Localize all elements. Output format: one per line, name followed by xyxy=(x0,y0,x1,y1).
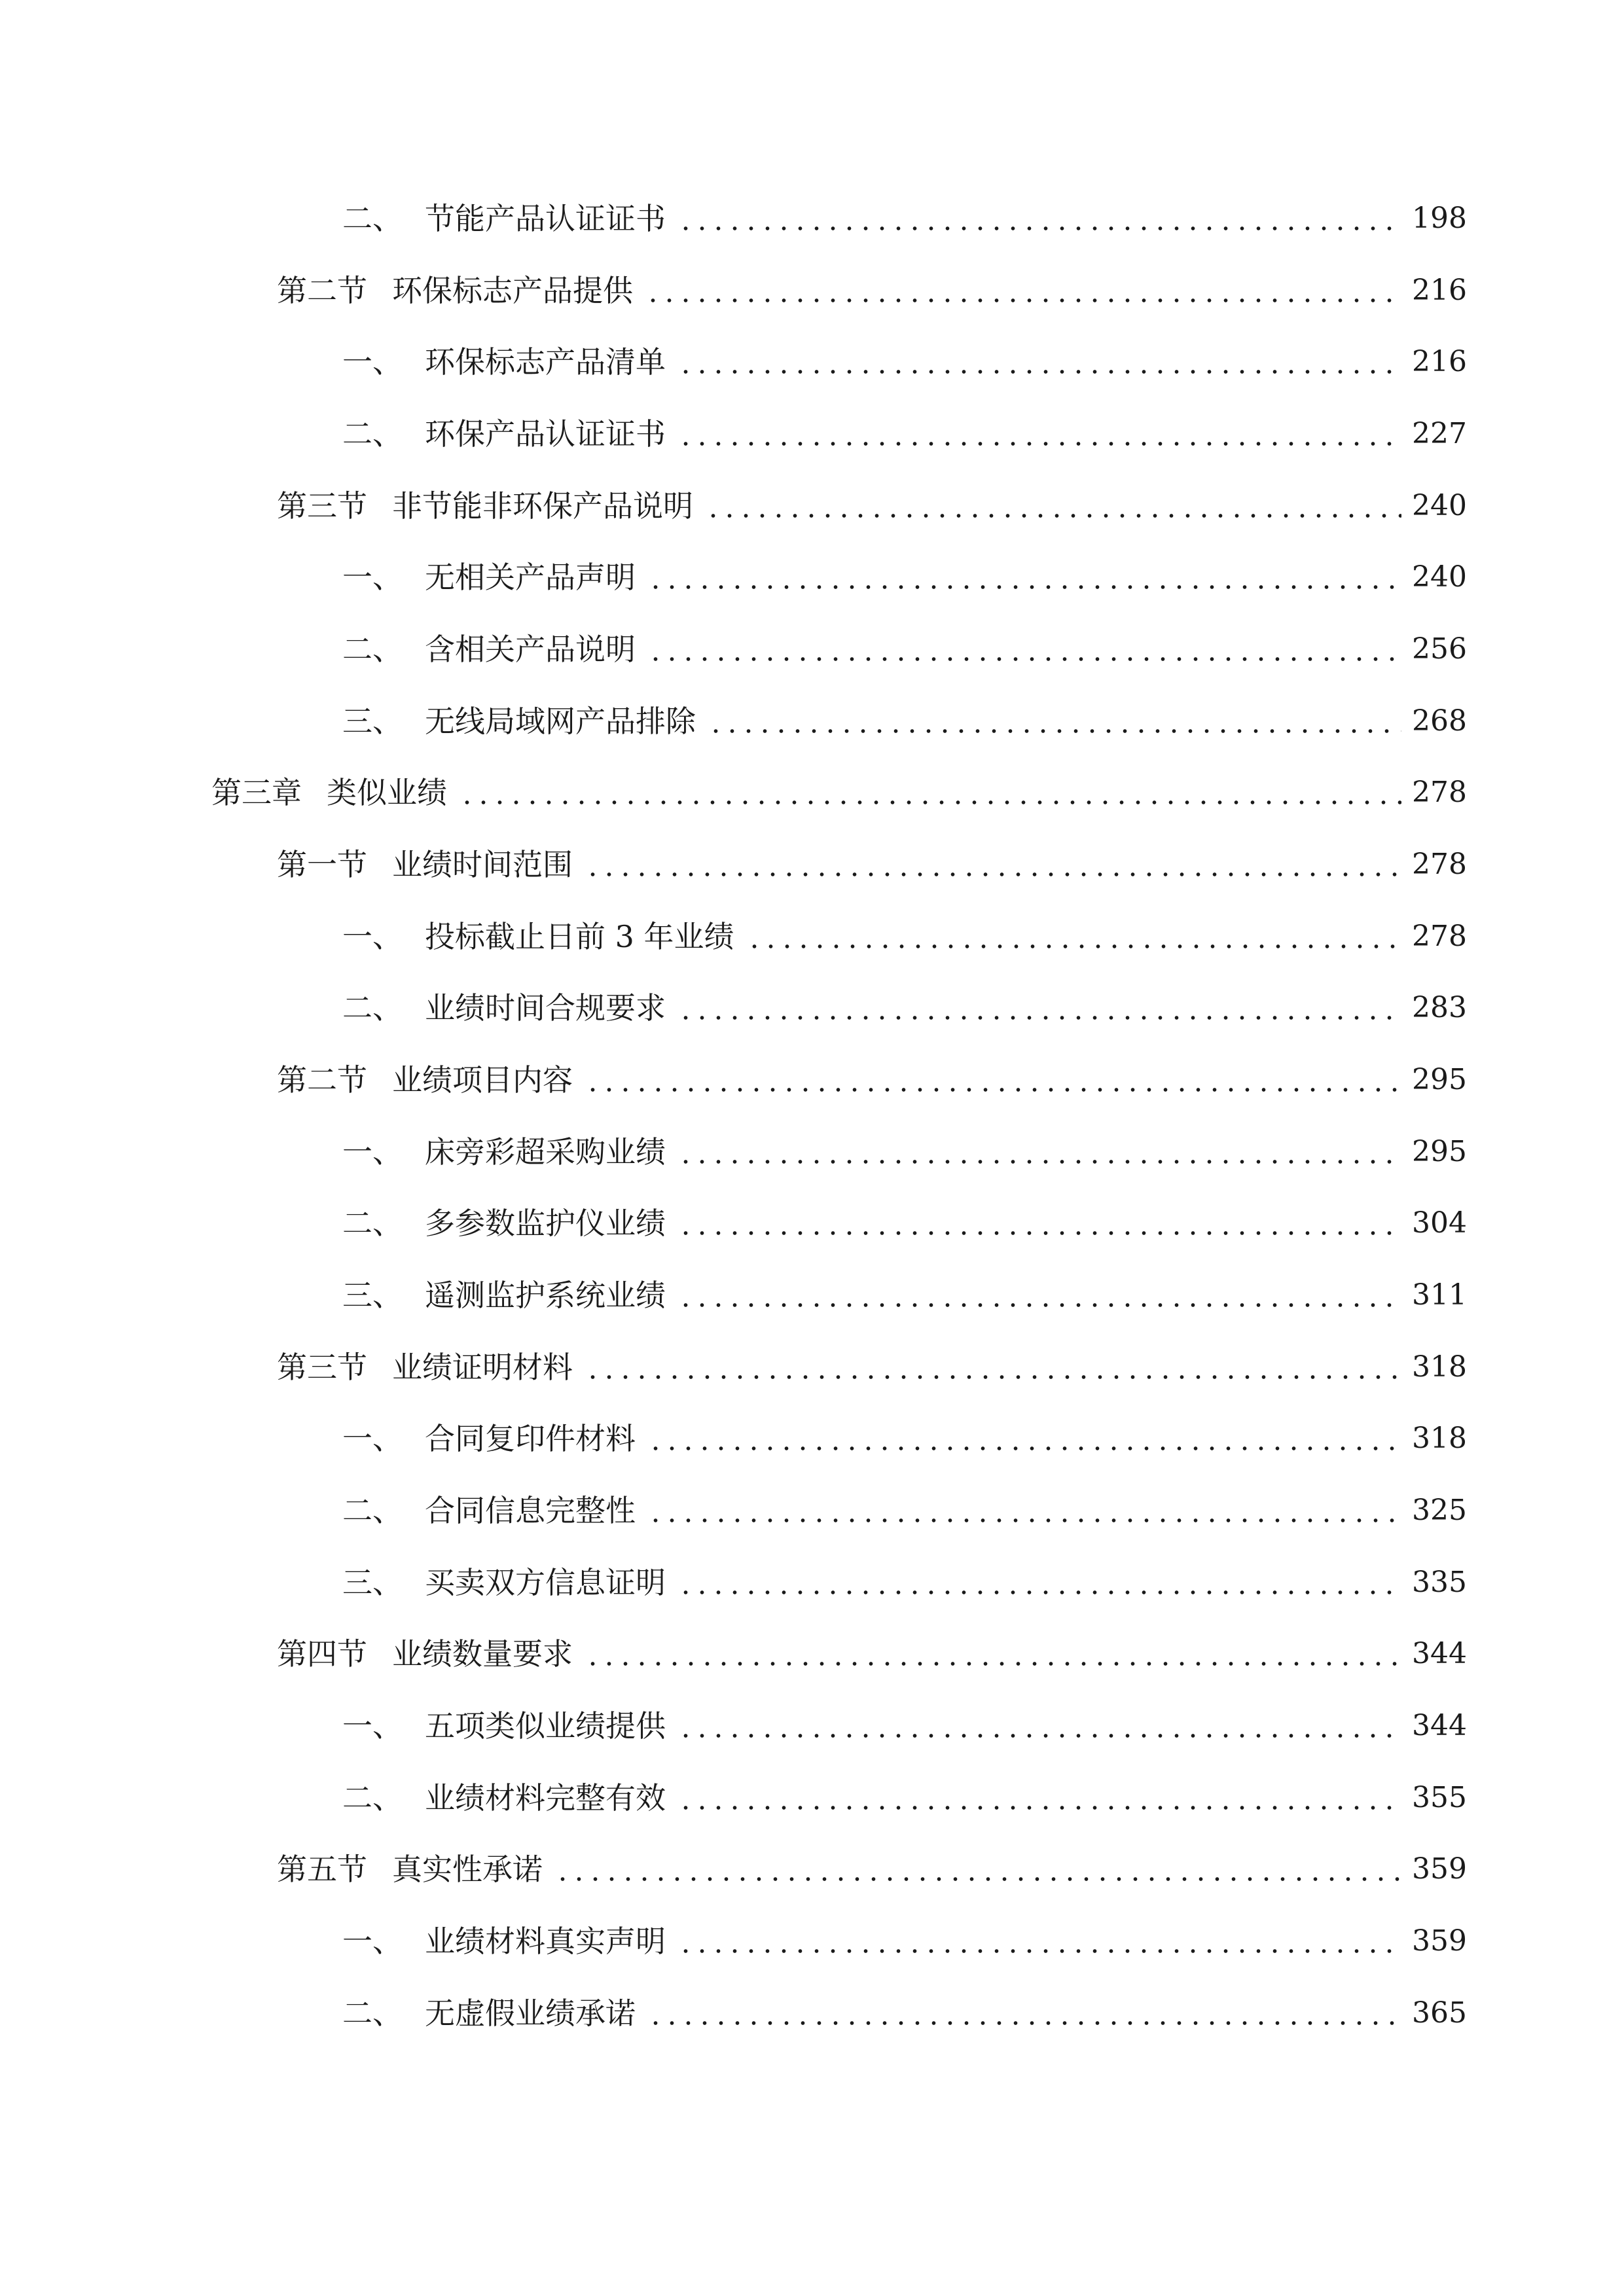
dot-leader xyxy=(585,1341,1401,1393)
dot-leader xyxy=(677,1915,1401,1967)
dot-leader xyxy=(746,910,1402,963)
toc-entry-title: 业绩材料完整有效 xyxy=(425,1780,666,1816)
toc-entry-page-number: 335 xyxy=(1412,1566,1467,1599)
toc-entry-prefix: 二、 xyxy=(342,416,403,452)
toc-entry-subsection[interactable] xyxy=(342,982,1467,1034)
toc-entry-title: 业绩数量要求 xyxy=(392,1636,573,1672)
toc-entry-prefix: 三、 xyxy=(342,704,403,739)
toc-entry-prefix: 三、 xyxy=(342,1565,403,1600)
toc-entry-page-number: 227 xyxy=(1412,417,1467,450)
toc-entry-subsection[interactable] xyxy=(342,1915,1467,1967)
toc-entry-subsection[interactable] xyxy=(342,1987,1467,2039)
toc-entry-page-number: 256 xyxy=(1412,632,1467,666)
toc-entry-page-number: 240 xyxy=(1412,489,1467,522)
toc-entry-section[interactable] xyxy=(277,1843,1467,1895)
toc-entry-page-number: 198 xyxy=(1412,202,1467,235)
dot-leader xyxy=(459,766,1401,819)
toc-entry-title: 业绩时间范围 xyxy=(392,847,573,882)
toc-entry-subsection[interactable] xyxy=(342,1126,1467,1178)
toc-entry-title: 无虚假业绩承诺 xyxy=(425,1996,636,2031)
toc-entry-page-number: 325 xyxy=(1412,1494,1467,1527)
toc-entry-prefix: 第一节 xyxy=(277,847,367,882)
dot-leader xyxy=(647,1484,1401,1537)
toc-entry-page-number: 278 xyxy=(1412,776,1467,809)
dot-leader xyxy=(677,1556,1401,1609)
dot-leader xyxy=(647,551,1401,603)
toc-entry-section[interactable] xyxy=(277,838,1467,891)
dot-leader xyxy=(585,838,1401,891)
toc-entry-prefix: 二、 xyxy=(342,1493,403,1528)
toc-entry-subsection[interactable] xyxy=(342,336,1467,388)
toc-entry-prefix: 二、 xyxy=(342,201,403,236)
toc-entry-section[interactable] xyxy=(277,480,1467,532)
toc-entry-title: 无相关产品声明 xyxy=(425,560,636,595)
dot-leader xyxy=(677,1269,1401,1321)
toc-entry-title: 业绩项目内容 xyxy=(392,1062,573,1098)
toc-entry-title: 合同复印件材料 xyxy=(425,1421,636,1456)
dot-leader xyxy=(677,982,1401,1034)
toc-entry-prefix: 一、 xyxy=(342,1421,403,1456)
toc-entry-page-number: 359 xyxy=(1412,1924,1467,1958)
toc-entry-title: 节能产品认证证书 xyxy=(425,201,666,236)
toc-entry-prefix: 二、 xyxy=(342,632,403,667)
dot-leader xyxy=(677,408,1401,460)
dot-leader xyxy=(708,695,1401,747)
toc-entry-prefix: 一、 xyxy=(342,560,403,595)
toc-entry-title: 床旁彩超采购业绩 xyxy=(425,1134,666,1170)
toc-entry-section[interactable] xyxy=(277,1628,1467,1680)
toc-entry-title: 环保标志产品提供 xyxy=(392,273,633,308)
dot-leader xyxy=(677,192,1401,245)
dot-leader xyxy=(585,1628,1401,1680)
dot-leader xyxy=(705,480,1401,532)
toc-entry-subsection[interactable] xyxy=(342,1484,1467,1537)
toc-entry-prefix: 二、 xyxy=(342,1996,403,2031)
toc-entry-prefix: 二、 xyxy=(342,1206,403,1241)
toc-entry-title: 无线局域网产品排除 xyxy=(425,704,696,739)
toc-entry-page-number: 344 xyxy=(1412,1709,1467,1742)
toc-entry-title: 多参数监护仪业绩 xyxy=(425,1206,666,1241)
dot-leader xyxy=(677,1197,1401,1249)
toc-entry-page-number: 216 xyxy=(1412,274,1467,307)
toc-entry-prefix: 三、 xyxy=(342,1278,403,1313)
toc-entry-subsection[interactable] xyxy=(342,1700,1467,1752)
toc-entry-page-number: 311 xyxy=(1412,1278,1467,1312)
toc-entry-prefix: 第二节 xyxy=(277,273,367,308)
toc-entry-page-number: 304 xyxy=(1412,1206,1467,1240)
toc-entry-prefix: 第三节 xyxy=(277,488,367,524)
toc-entry-page-number: 278 xyxy=(1412,920,1467,953)
toc-entry-subsection[interactable] xyxy=(342,1269,1467,1321)
toc-entry-prefix: 第三节 xyxy=(277,1350,367,1385)
toc-entry-page-number: 295 xyxy=(1412,1135,1467,1168)
toc-entry-page-number: 295 xyxy=(1412,1063,1467,1096)
dot-leader xyxy=(677,1126,1401,1178)
toc-entry-prefix: 一、 xyxy=(342,1924,403,1959)
toc-entry-subsection[interactable] xyxy=(342,551,1467,603)
toc-entry-page-number: 268 xyxy=(1412,704,1467,738)
toc-entry-title: 合同信息完整性 xyxy=(425,1493,636,1528)
toc-entry-section[interactable] xyxy=(277,1054,1467,1106)
toc-entry-title: 真实性承诺 xyxy=(392,1852,543,1887)
toc-entry-title: 遥测监护系统业绩 xyxy=(425,1278,666,1313)
dot-leader xyxy=(677,1700,1401,1752)
toc-entry-prefix: 一、 xyxy=(342,1708,403,1744)
toc-entry-page-number: 359 xyxy=(1412,1852,1467,1886)
toc-entry-title: 业绩时间合规要求 xyxy=(425,990,666,1026)
toc-entry-page-number: 216 xyxy=(1412,345,1467,378)
toc-entry-title: 环保产品认证证书 xyxy=(425,416,666,452)
toc-entry-prefix: 一、 xyxy=(342,919,403,954)
toc-entry-prefix: 一、 xyxy=(342,344,403,380)
toc-entry-subsection[interactable] xyxy=(342,1197,1467,1249)
dot-leader xyxy=(645,264,1401,317)
toc-entry-prefix: 第四节 xyxy=(277,1636,367,1672)
toc-entry-subsection[interactable] xyxy=(342,408,1467,460)
toc-entry-subsection[interactable] xyxy=(342,1556,1467,1609)
toc-entry-page-number: 278 xyxy=(1412,848,1467,881)
dot-leader xyxy=(647,623,1401,675)
toc-entry-section[interactable] xyxy=(277,264,1467,317)
toc-entry-subsection[interactable] xyxy=(342,695,1467,747)
dot-leader xyxy=(677,336,1401,388)
toc-entry-page-number: 355 xyxy=(1412,1781,1467,1814)
toc-entry-prefix: 二、 xyxy=(342,1780,403,1816)
toc-entry-title: 非节能非环保产品说明 xyxy=(392,488,693,524)
toc-entry-subsection[interactable] xyxy=(342,1412,1467,1465)
dot-leader xyxy=(647,1412,1401,1465)
toc-entry-prefix: 一、 xyxy=(342,1134,403,1170)
toc-entry-page-number: 283 xyxy=(1412,991,1467,1024)
toc-entry-title: 类似业绩 xyxy=(327,775,447,810)
toc-entry-chapter[interactable] xyxy=(211,766,1467,819)
toc-entry-section[interactable] xyxy=(277,1341,1467,1393)
toc-entry-title: 投标截止日前 3 年业绩 xyxy=(425,919,734,954)
toc-entry-page-number: 365 xyxy=(1412,1996,1467,2030)
toc-entry-prefix: 第二节 xyxy=(277,1062,367,1098)
toc-entry-prefix: 二、 xyxy=(342,990,403,1026)
toc-entry-page-number: 318 xyxy=(1412,1422,1467,1455)
dot-leader xyxy=(647,1987,1401,2039)
toc-entry-title: 含相关产品说明 xyxy=(425,632,636,667)
toc-entry-title: 买卖双方信息证明 xyxy=(425,1565,666,1600)
toc-entry-subsection[interactable] xyxy=(342,1772,1467,1824)
toc-entry-prefix: 第五节 xyxy=(277,1852,367,1887)
toc-entry-title: 业绩证明材料 xyxy=(392,1350,573,1385)
dot-leader xyxy=(554,1843,1401,1895)
toc-entry-page-number: 344 xyxy=(1412,1637,1467,1670)
toc-entry-page-number: 318 xyxy=(1412,1350,1467,1384)
toc-entry-title: 环保标志产品清单 xyxy=(425,344,666,380)
dot-leader xyxy=(585,1054,1401,1106)
toc-entry-title: 五项类似业绩提供 xyxy=(425,1708,666,1744)
toc-entry-page-number: 240 xyxy=(1412,560,1467,594)
toc-entry-prefix: 第三章 xyxy=(211,775,302,810)
toc-entry-title: 业绩材料真实声明 xyxy=(425,1924,666,1959)
toc-entry-subsection[interactable] xyxy=(342,623,1467,675)
toc-entry-subsection[interactable] xyxy=(342,910,1467,963)
dot-leader xyxy=(677,1772,1401,1824)
toc-entry-subsection[interactable] xyxy=(342,192,1467,245)
